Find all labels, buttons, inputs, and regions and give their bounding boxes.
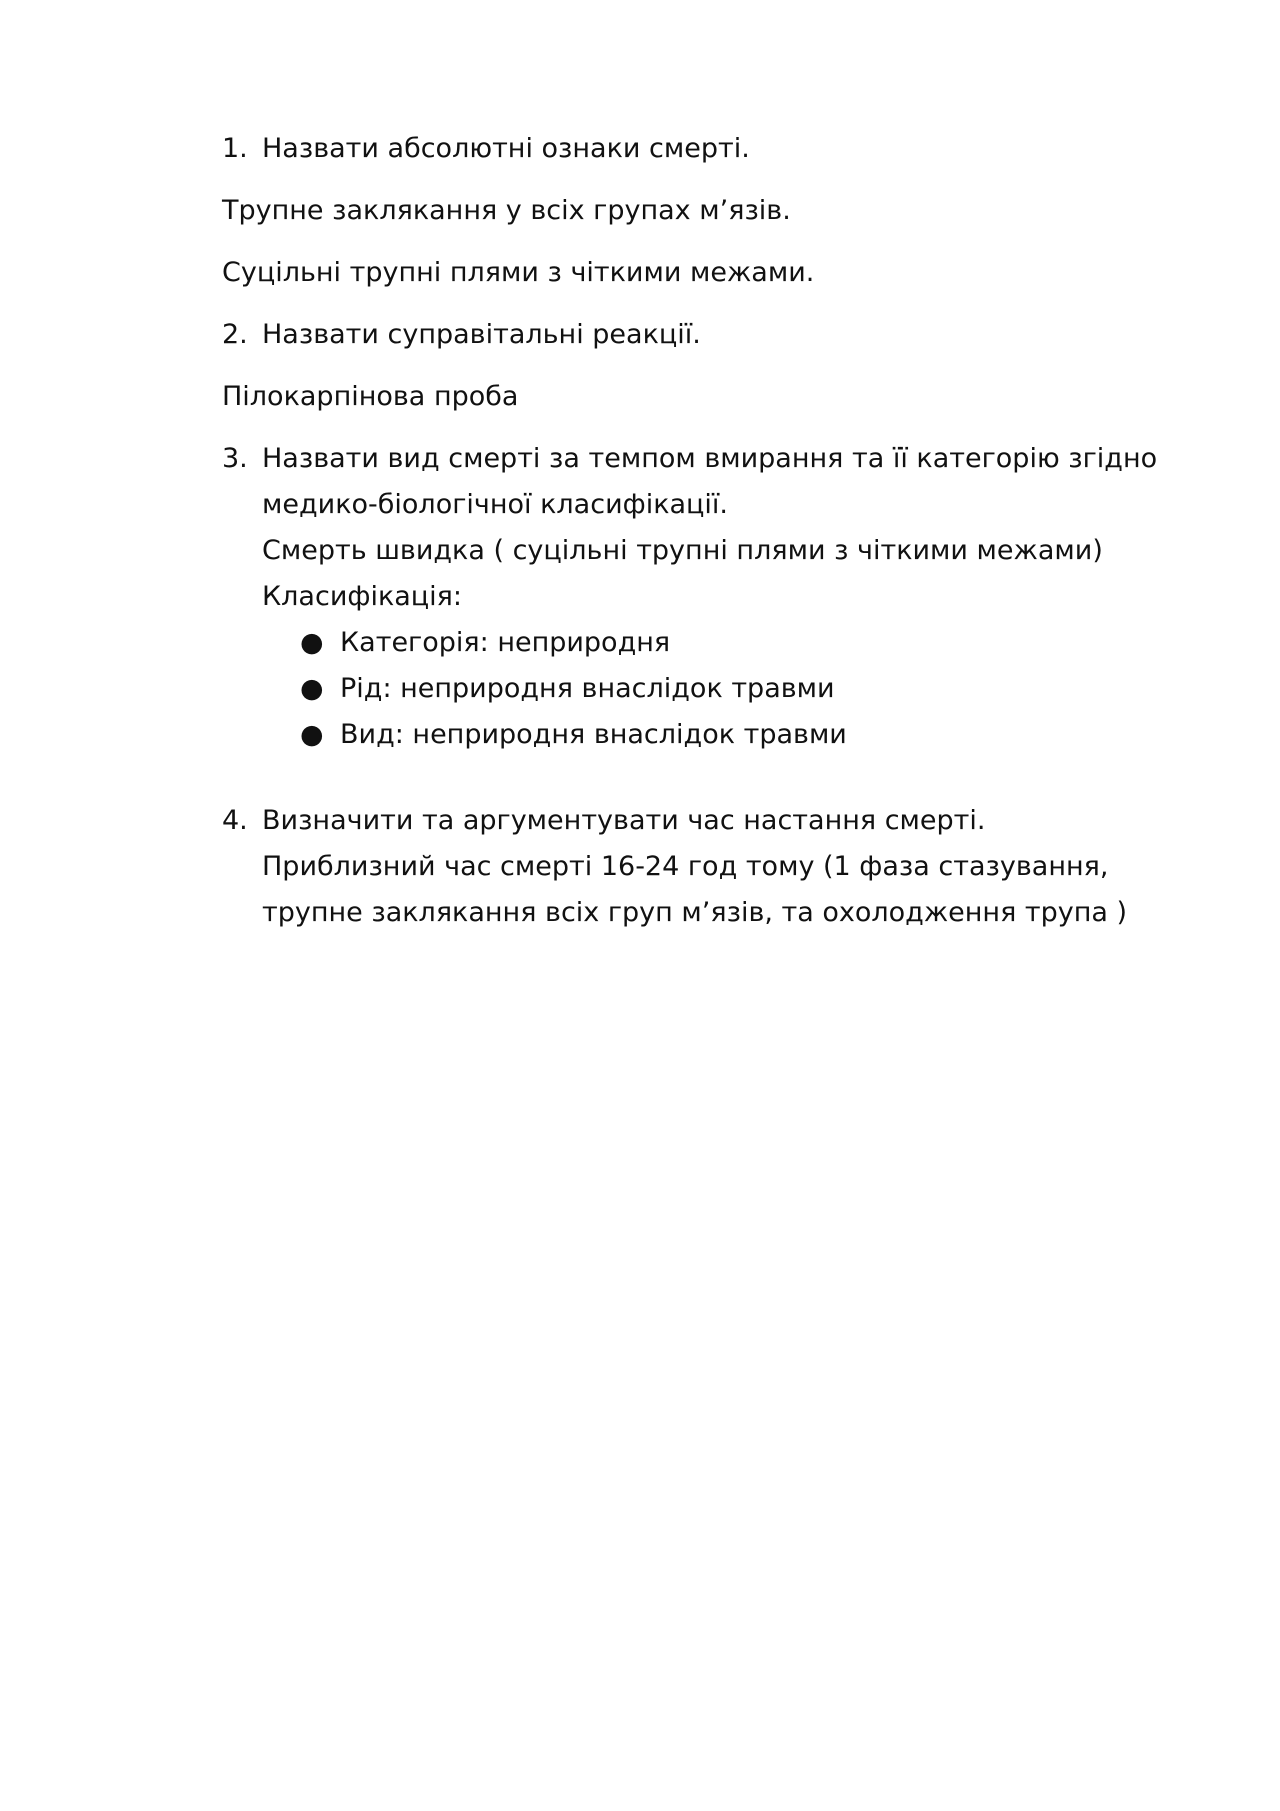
question-4-number: 4. <box>222 805 248 836</box>
answer-4-line-2: трупне заклякання всіх груп м’язів, та охолодження трупа ) <box>262 897 1128 928</box>
answer-3-line-1: Смерть швидка ( суцільні трупні плями з чіткими межами) <box>262 535 1103 566</box>
list-item-text: Категорія: неприродня <box>340 627 671 658</box>
answer-1-line-1: Трупне заклякання у всіх групах м’язів. <box>222 195 791 226</box>
question-2 <box>222 312 1182 358</box>
list-item <box>300 666 1182 712</box>
answer-1-line-2: Суцільні трупні плями з чіткими межами. <box>222 257 815 288</box>
question-3-number: 3. <box>222 443 248 474</box>
classification-list <box>262 620 1182 758</box>
document-content <box>222 126 1182 936</box>
question-2-number: 2. <box>222 319 248 350</box>
question-1 <box>222 126 1182 172</box>
question-3 <box>222 436 1182 758</box>
bullet-icon: ● <box>300 719 324 750</box>
question-3-text-line-2: медико-біологічної класифікації. <box>262 489 729 520</box>
list-item-text: Вид: неприродня внаслідок травми <box>340 719 847 750</box>
list-item-text: Рід: неприродня внаслідок травми <box>340 673 835 704</box>
question-4 <box>222 798 1182 936</box>
bullet-icon: ● <box>300 627 324 658</box>
answer-4-line-1: Приблизний час смерті 16-24 год тому (1 фаза стазування, <box>262 851 1109 882</box>
question-2-text: Назвати суправітальні реакції. <box>262 319 701 350</box>
answer-2-line-1: Пілокарпінова проба <box>222 381 519 412</box>
question-1-text: Назвати абсолютні ознаки смерті. <box>262 133 750 164</box>
question-4-text: Визначити та аргументувати час настання смерті. <box>262 805 986 836</box>
list-item <box>300 620 1182 666</box>
question-1-number: 1. <box>222 133 248 164</box>
list-item <box>300 712 1182 758</box>
answer-3-line-2: Класифікація: <box>262 581 463 612</box>
question-3-text-line-1: Назвати вид смерті за темпом вмирання та її категорію згідно <box>262 443 1158 474</box>
bullet-icon: ● <box>300 673 324 704</box>
